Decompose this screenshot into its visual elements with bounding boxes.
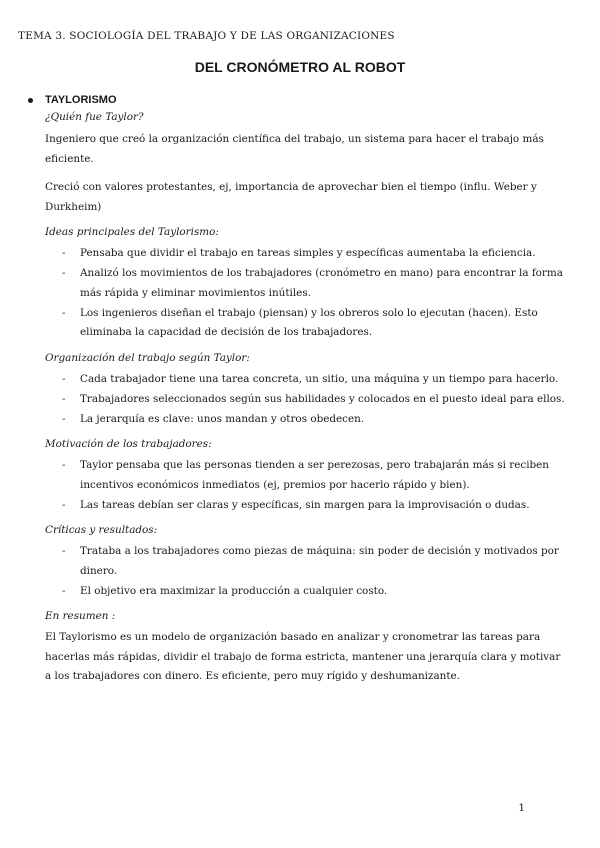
list-item: - Pensaba que dividir el trabajo en tareas simples y específicas aumentaba la eficiencia. xyxy=(45,244,565,264)
list-item: - El objetivo era maximizar la producción a cualquier costo. xyxy=(45,582,565,602)
quien-paragraph-1: Ingeniero que creó la organización científica del trabajo, un sistema para hacer el trabajo más eficiente. xyxy=(45,133,544,165)
resumen-text: El Taylorismo es un modelo de organización basado en analizar y cronometrar las tareas para hacerlas más rápidas, dividir el trabajo de forma estricta, mantener una jerarquía clara y motivar a los trabajadores con dinero. Es eficiente, pero muy rígido y deshumanizante. xyxy=(45,631,561,682)
motivacion-title: Motivación de los trabajadores: xyxy=(45,438,212,450)
dash-icon: - xyxy=(62,267,66,279)
dash-icon: - xyxy=(62,372,66,385)
criticas-list xyxy=(45,542,565,601)
list-item: - Analizó los movimientos de los trabajadores (cronómetro en mano) para encontrar la forma más rápida y eliminar movimientos inútiles. xyxy=(45,264,565,303)
document-title: DEL CRONÓMETRO AL ROBOT xyxy=(194,59,406,75)
quien-paragraph-2: Creció con valores protestantes, ej, importancia de aprovechar bien el tiempo (influ. Weber y Durkheim) xyxy=(45,181,537,213)
ideas-list xyxy=(45,244,565,343)
bullet-icon xyxy=(28,98,33,103)
section-heading: TAYLORISMO xyxy=(45,94,117,106)
dash-icon: - xyxy=(62,545,66,557)
organizacion-title: Organización del trabajo según Taylor: xyxy=(45,351,250,364)
organizacion-list xyxy=(45,370,565,430)
dash-icon: - xyxy=(62,412,66,425)
page-number: 1 xyxy=(518,802,525,814)
list-item: - Los ingenieros diseñan el trabajo (piensan) y los obreros solo lo ejecutan (hacen). Esto eliminaba la capacidad de decisión de los trabajadores. xyxy=(45,304,565,343)
dash-icon: - xyxy=(62,392,66,405)
document-body xyxy=(45,94,565,687)
list-item: - Trabajadores seleccionados según sus habilidades y colocados en el puesto ideal para ellos. xyxy=(45,390,565,410)
dash-icon: - xyxy=(62,498,66,511)
list-item: - La jerarquía es clave: unos mandan y otros obedecen. xyxy=(45,410,565,430)
list-item: - Taylor pensaba que las personas tienden a ser perezosas, pero trabajarán más si reciben incentivos económicos inmediatos (ej, premios por hacerlo rápido y bien). xyxy=(45,456,565,495)
list-item: - Trataba a los trabajadores como piezas de máquina: sin poder de decisión y motivados por dinero. xyxy=(45,542,565,581)
section-bullet xyxy=(28,94,565,106)
list-item: - Cada trabajador tiene una tarea concreta, un sitio, una máquina y un tiempo para hacerlo. xyxy=(45,370,565,390)
page-header: TEMA 3. SOCIOLOGÍA DEL TRABAJO Y DE LAS ORGANIZACIONES xyxy=(18,30,395,42)
dash-icon: - xyxy=(62,584,66,597)
resumen-title: En resumen : xyxy=(45,610,116,622)
dash-icon: - xyxy=(62,306,66,319)
quien-title: ¿Quién fue Taylor? xyxy=(45,111,144,123)
dash-icon: - xyxy=(62,247,66,259)
criticas-title: Críticas y resultados: xyxy=(45,524,158,536)
list-item: - Las tareas debían ser claras y específicas, sin margen para la improvisación o dudas. xyxy=(45,496,565,516)
motivacion-list xyxy=(45,456,565,515)
dash-icon: - xyxy=(62,459,66,471)
ideas-title: Ideas principales del Taylorismo: xyxy=(45,226,219,238)
